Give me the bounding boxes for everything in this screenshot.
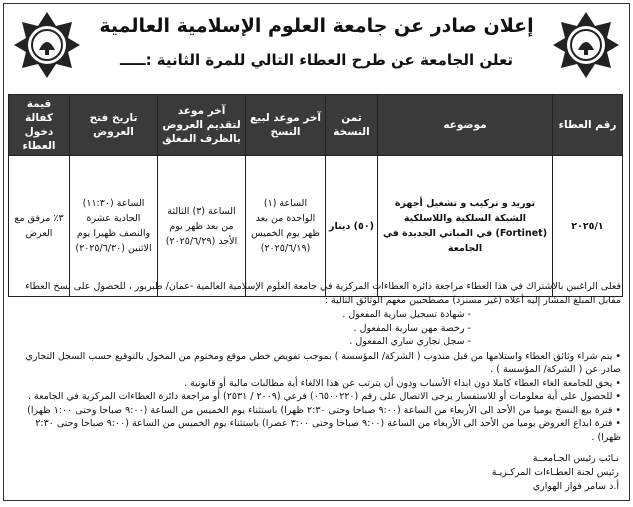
note-item: • يتم شراء وثائق العطاء واستلامها من قبل مندوب ( الشركة/ المؤسسة ) بموجب تفويض خطي موقع ومختوم من المخول بالتوقيع حسب السجل التجاري صادر عن ( الشركة/ المؤسسة ) . [25,350,621,375]
announcement-header [4,4,629,92]
tender-table [8,94,623,297]
cell-price: (٥٠) دينار [326,156,378,297]
list-item: - شهادة تسجيل سارية المفعول . [342,309,471,320]
note-item: • فترة ابداع العروض يوميا من الأحد الى الأربعاء من الساعة (٩:٠٠ صباحا وحتى ٣:٠٠ عصرا) باستثناء يوم الخميس من الساعة (٩:٠٠ صباحا وحتى ٢:٣٠ ظهرا) . [35,418,621,443]
note-item: • فترة بيع النسخ يوميا من الأحد الى الأربعاء من الساعة (٩:٠٠ صباحا وحتى ٢:٣٠ ظهرا) باستثناء يوم الخميس من الساعة (٩:٠٠ صباحا وحتى ١:٠٠ ظهرا) [27,404,621,416]
university-emblem-icon [12,10,82,80]
list-item: - سجل تجاري ساري المفعول . [349,336,471,347]
cell-last-sale: الساعة (١) الواحدة من بعد ظهر يوم الخميس (٢٠٢٥/٦/١٩) [246,156,326,297]
header-opening: تاريخ فتح العروض [70,95,158,156]
cell-bond: ٣٪ مرفق مع العرض [9,156,70,297]
cell-last-submit: الساعة (٣) الثالثة من بعد ظهر يوم الأحد (٢٠٢٥/٦/٢٩) [158,156,246,297]
intro-paragraph: فعلى الراغبين بالاشتراك في هذا العطاء مراجعة دائرة العطاءات المركزية في جامعة العلوم الإسلامية العالمية -عمان/ طبربور ، للحصول على نسخ العطاء مقابل المبلغ المشار إليه أعلاه (غير مسترد) مصطحبين معهم الوثائق التالية : [25,281,621,306]
university-emblem-icon [551,10,621,80]
announcement-subtitle: تعلن الجامعة عن طرح العطاء التالي للمرة الثانية :ـــــ [119,51,514,69]
header-subject: موضوعه [378,95,553,156]
header-price: ثمن النسخة [326,95,378,156]
signature-block [492,452,619,494]
cell-opening: الساعة (١١:٣٠) الحادية عشرة والنصف ظهيرا يوم الاثنين (٢٠٢٥/٦/٣٠) [70,156,158,297]
table-header-row [9,95,623,156]
signature-name: أ.د سامر فواز الهواري [532,481,619,492]
signature-role: رئيس لجنة العطـاءات المركـزيـة [491,467,619,478]
announcement-page [3,3,630,501]
signature-title: نـائب رئيس الجـامعــة [532,453,619,464]
announcement-title: إعلان صادر عن جامعة العلوم الإسلامية العالمية [99,15,534,37]
list-item: - رخصة مهن سارية المفعول . [353,322,471,334]
required-documents-list [12,308,621,349]
announcement-body [12,280,621,444]
cell-ref: ٢٠٢٥/١ [553,156,623,297]
header-bond: قيمة كفالة دخول العطاء [9,95,70,156]
cell-subject: توريد و تركيب و تشغيل أجهزة الشبكة السلكية واللاسلكية (Fortinet) في المباني الجديدة في الجامعة [378,156,553,297]
header-ref: رقم العطاء [553,95,623,156]
header-last-submit: آخر موعد لتقديم العروض بالظرف المغلق [158,95,246,156]
header-last-sale: آخر موعد لبيع النسخ [246,95,326,156]
note-item: • يحق للجامعة الغاء العطاء كاملا دون ابداء الأسباب ودون أن يترتب عن هذا الالغاء أية مطالبات مالية أو قانونية . [184,377,621,389]
table-row [9,156,623,297]
note-item: • للحصول على أية معلومات أو للاستفسار يرجى الاتصال على رقم (٠٦٥٠٠٢٢٠) فرعي (٢٠٠٩ / ٢٥٣١) أو مراجعة دائرة العطاءات المركزية في الجامعة . [27,391,621,402]
